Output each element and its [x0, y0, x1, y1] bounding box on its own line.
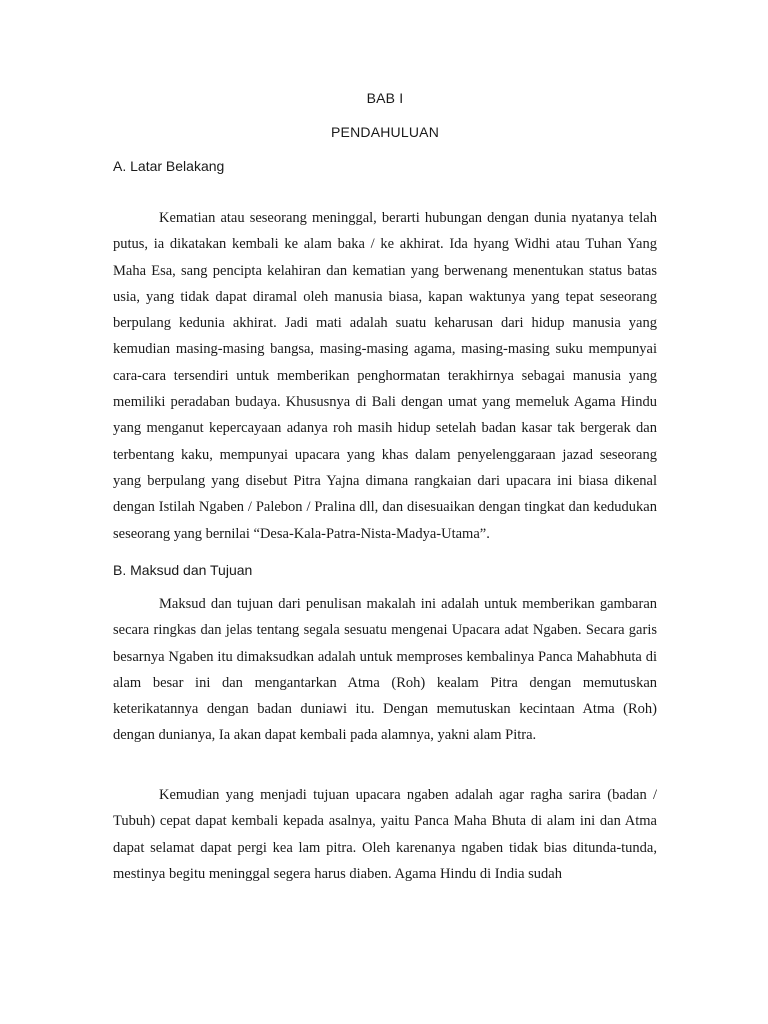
paragraph-tujuan: Kemudian yang menjadi tujuan upacara ngaben adalah agar ragha sarira (badan / Tubuh) cepat dapat kembali kepada asalnya, yaitu Panca Maha Bhuta di alam ini dan Atma dapat selamat dapat pergi kea lam pitra. Oleh karenanya ngaben tidak bias ditunda-tunda, mestinya begitu meninggal segera harus diaben. Agama Hindu di India sudah [113, 787, 657, 882]
section-heading-maksud-tujuan: B. Maksud dan Tujuan [113, 562, 253, 578]
paragraph-latar-belakang: Kematian atau seseorang meninggal, berarti hubungan dengan dunia nyatanya telah putus, ia dikatakan kembali ke alam baka / ke akhirat. Ida hyang Widhi atau Tuhan Yang Maha Esa, sang pencipta kelahiran dan kematian yang berwenang menentukan status batas usia, yang tidak dapat diramal oleh manusia biasa, kapan waktunya yang tepat seseorang berpulang kedunia akhirat. Jadi mati adalah suatu keharusan dari hidup manusia yang kemudian masing-masing bangsa, masing-masing agama, masing-masing suku mempunyai cara-cara tersendiri untuk memberikan penghormatan terakhirnya sebagai manusia yang memiliki peradaban budaya. Khususnya di Bali dengan umat yang memeluk Agama Hindu yang menganut kepercayaan adanya roh masih hidup setelah badan kasar tak bergerak dan terbentang kaku, mempunyai upacara yang khas dalam penyelenggaraan jazad seseorang yang berpulang yang disebut Pitra Yajna dimana rangkaian dari upacara ini biasa dikenal dengan Istilah Ngaben / Palebon / Pralina dll, dan disesuaikan dengan tingkat dan kedudukan seseorang yang bernilai “Desa-Kala-Patra-Nista-Madya-Utama”. [113, 210, 657, 542]
section-heading-latar-belakang: A. Latar Belakang [113, 158, 225, 174]
paragraph-maksud: Maksud dan tujuan dari penulisan makalah ini adalah untuk memberikan gambaran secara ringkas dan jelas tentang segala sesuatu mengenai Upacara adat Ngaben. Secara garis besarnya Ngaben itu dimaksudkan adalah untuk memproses kembalinya Panca Mahabhuta di alam besar ini dan mengantarkan Atma (Roh) kealam Pitra dengan memutuskan keterikatannya dengan badan duniawi itu. Dengan memutuskan kecintaan Atma (Roh) dengan dunianya, Ia akan dapat kembali pada alamnya, yakni alam Pitra. [113, 596, 657, 744]
chapter-number: BAB I [366, 90, 404, 106]
chapter-title: PENDAHULUAN [331, 124, 439, 140]
